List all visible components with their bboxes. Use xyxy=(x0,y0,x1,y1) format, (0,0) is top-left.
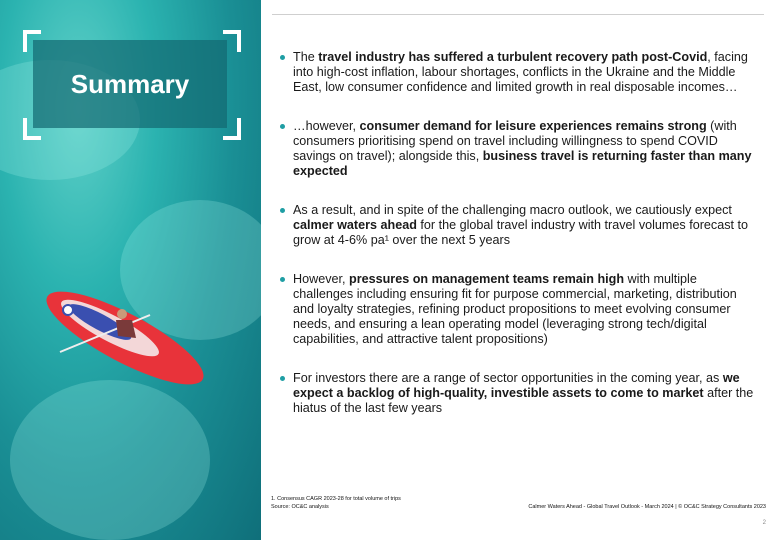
summary-bullet-list xyxy=(280,50,760,440)
bullet-text: , facing into high-cost inflation, labour shortages, conflicts in the Ukraine and the Middle East, low consumer confidence and limited growth in real disposable incomes… xyxy=(293,50,748,94)
bullet-text: with multiple challenges including ensuring fit for purpose commercial, marketing, distribution and loyalty strategies, refining product propositions to meet evolving consumer needs, and ensuring a lean operating model (leveraging strong tech/digital capabilities, and attractive talent propositions) xyxy=(293,272,737,346)
bullet-text-bold: travel industry has suffered a turbulent recovery path post-Covid xyxy=(318,50,708,64)
bullet-dot-icon xyxy=(280,376,285,381)
summary-bullet xyxy=(280,203,760,248)
bullet-text: However, xyxy=(293,272,349,286)
bullet-text: For investors there are a range of sector opportunities in the coming year, as xyxy=(293,371,723,385)
bullet-dot-icon xyxy=(280,55,285,60)
bullet-text: As a result, and in spite of the challenging macro outlook, we cautiously expect xyxy=(293,203,732,217)
bullet-text: for the global travel industry with travel volumes forecast to grow at 4-6% pa¹ over the next 5 years xyxy=(293,218,749,247)
title-box xyxy=(33,40,227,128)
bullet-text: after the hiatus of the last few years xyxy=(293,386,754,415)
paddleboarder-image xyxy=(40,290,220,400)
summary-bullet xyxy=(280,371,760,416)
bullet-text-bold: we expect a backlog of high-quality, investible assets to come to market xyxy=(293,371,740,400)
bullet-dot-icon xyxy=(280,277,285,282)
top-divider xyxy=(272,14,764,15)
summary-bullet xyxy=(280,272,760,347)
page-title: Summary xyxy=(70,68,190,99)
bullet-text: (with consumers prioritising spend on travel including willingness to spend COVID savings on travel); alongside this, xyxy=(293,119,737,163)
bullet-dot-icon xyxy=(280,124,285,129)
bullet-text: …however, xyxy=(293,119,360,133)
source-note: Source: OC&C analysis xyxy=(271,504,329,510)
bullet-text: The xyxy=(293,50,319,64)
bullet-dot-icon xyxy=(280,208,285,213)
page-number: 2 xyxy=(762,520,766,526)
summary-bullet xyxy=(280,50,760,95)
summary-bullet xyxy=(280,119,760,179)
bullet-text-bold: calmer waters ahead xyxy=(293,218,417,232)
footnote: 1. Consensus CAGR 2023-28 for total volume of trips xyxy=(271,496,401,502)
bullet-text-bold: consumer demand for leisure experiences remains strong xyxy=(359,119,707,133)
bullet-text-bold: business travel is returning faster than many expected xyxy=(293,149,752,178)
bullet-text-bold: pressures on management teams remain high xyxy=(349,272,625,286)
footer-text: Calmer Waters Ahead - Global Travel Outlook - March 2024 | © OC&C Strategy Consultants 2023 xyxy=(528,504,766,510)
